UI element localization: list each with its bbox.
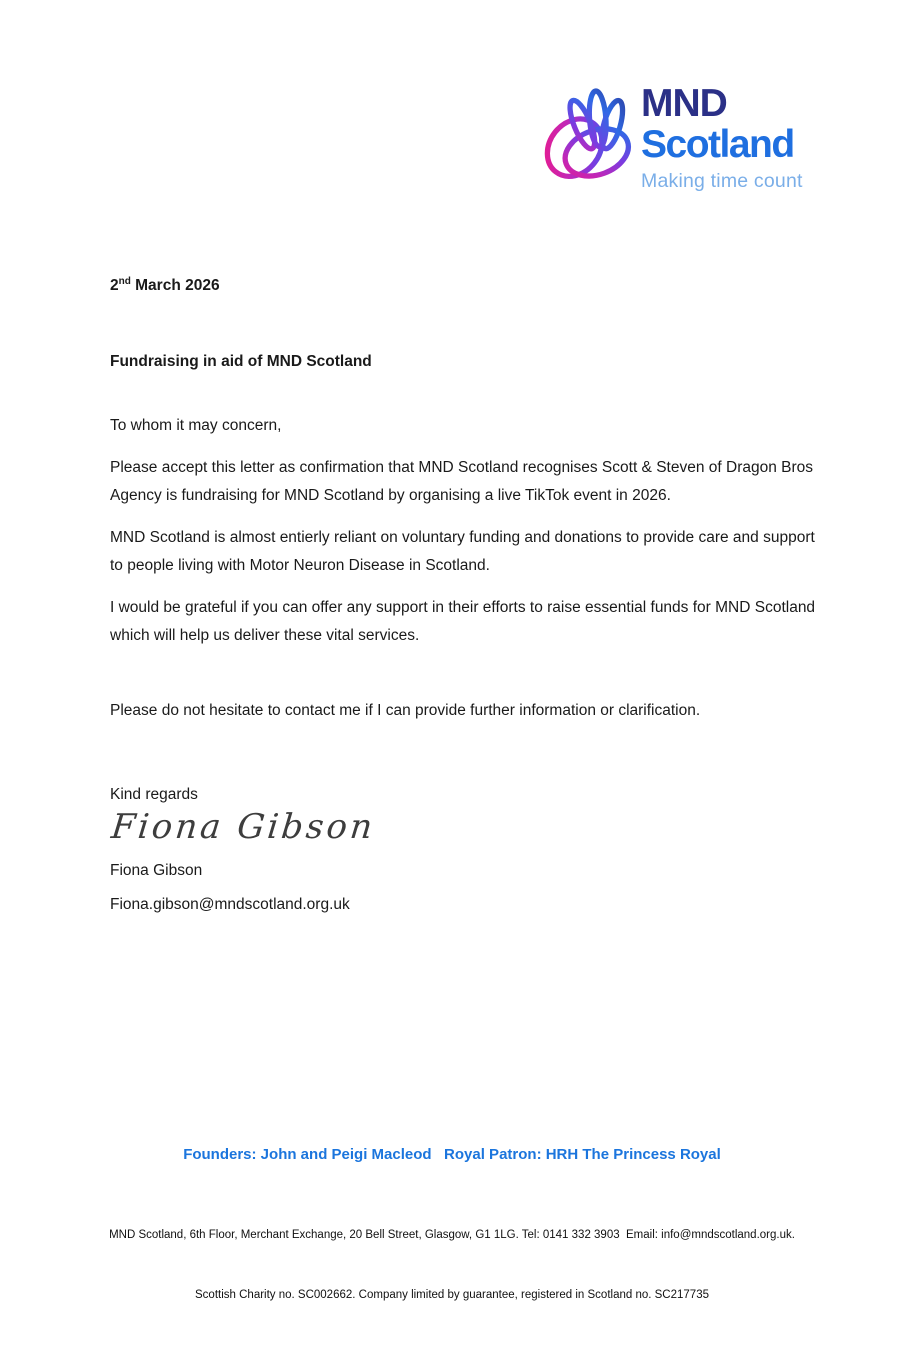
sender-name: Fiona Gibson [110, 862, 203, 879]
hand-logo-icon [543, 86, 639, 192]
body-paragraph-3: I would be grateful if you can offer any support in their efforts to raise essential funds for MND Scotland which will help us deliver these vital services. [110, 599, 816, 644]
logo-wordmark-scotland: Scotland [641, 123, 794, 166]
footer-smallprint [0, 1185, 904, 1345]
letter-date-rest: March 2026 [130, 277, 220, 294]
logo-wordmark [641, 84, 803, 193]
letter-subject: Fundraising in aid of MND Scotland [110, 353, 372, 370]
logo-wordmark-mnd: MND [641, 82, 727, 125]
body-paragraph-2: MND Scotland is almost entierly reliant on voluntary funding and donations to provide care and support to people living with Motor Neuron Disease in Scotland. [110, 529, 815, 574]
body-paragraph-1: Please accept this letter as confirmation that MND Scotland recognises Scott & Steven of Dragon Bros Agency is fundraising for MND Scotland by organising a live TikTok event in 2026. [110, 459, 814, 504]
sender-email: Fiona.gibson@mndscotland.org.uk [110, 896, 350, 913]
mnd-scotland-logo [543, 84, 803, 193]
letter-date-ordinal: nd [118, 275, 131, 287]
letter-date-day: 2 [110, 277, 119, 294]
founders-patron-line: Founders: John and Peigi Macleod Royal Patron: HRH The Princess Royal [183, 1146, 721, 1163]
letterhead-footer [0, 1146, 904, 1345]
footer-address-line: MND Scotland, 6th Floor, Merchant Exchange, 20 Bell Street, Glasgow, G1 1LG. Tel: 0141 332 3903 Email: info@mndscotland.org.uk. [109, 1229, 795, 1241]
closing-note: Please do not hesitate to contact me if I can provide further information or clarification. [110, 702, 701, 719]
handwritten-signature: Fiona Gibson [109, 807, 378, 847]
letter-body [110, 272, 816, 919]
letter-date [110, 272, 816, 300]
footer-registration-line: Scottish Charity no. SC002662. Company limited by guarantee, registered in Scotland no. SC217735 [195, 1289, 709, 1301]
logo-tagline: Making time count [641, 170, 803, 192]
sign-off: Kind regards [110, 786, 198, 803]
salutation: To whom it may concern, [110, 417, 282, 434]
